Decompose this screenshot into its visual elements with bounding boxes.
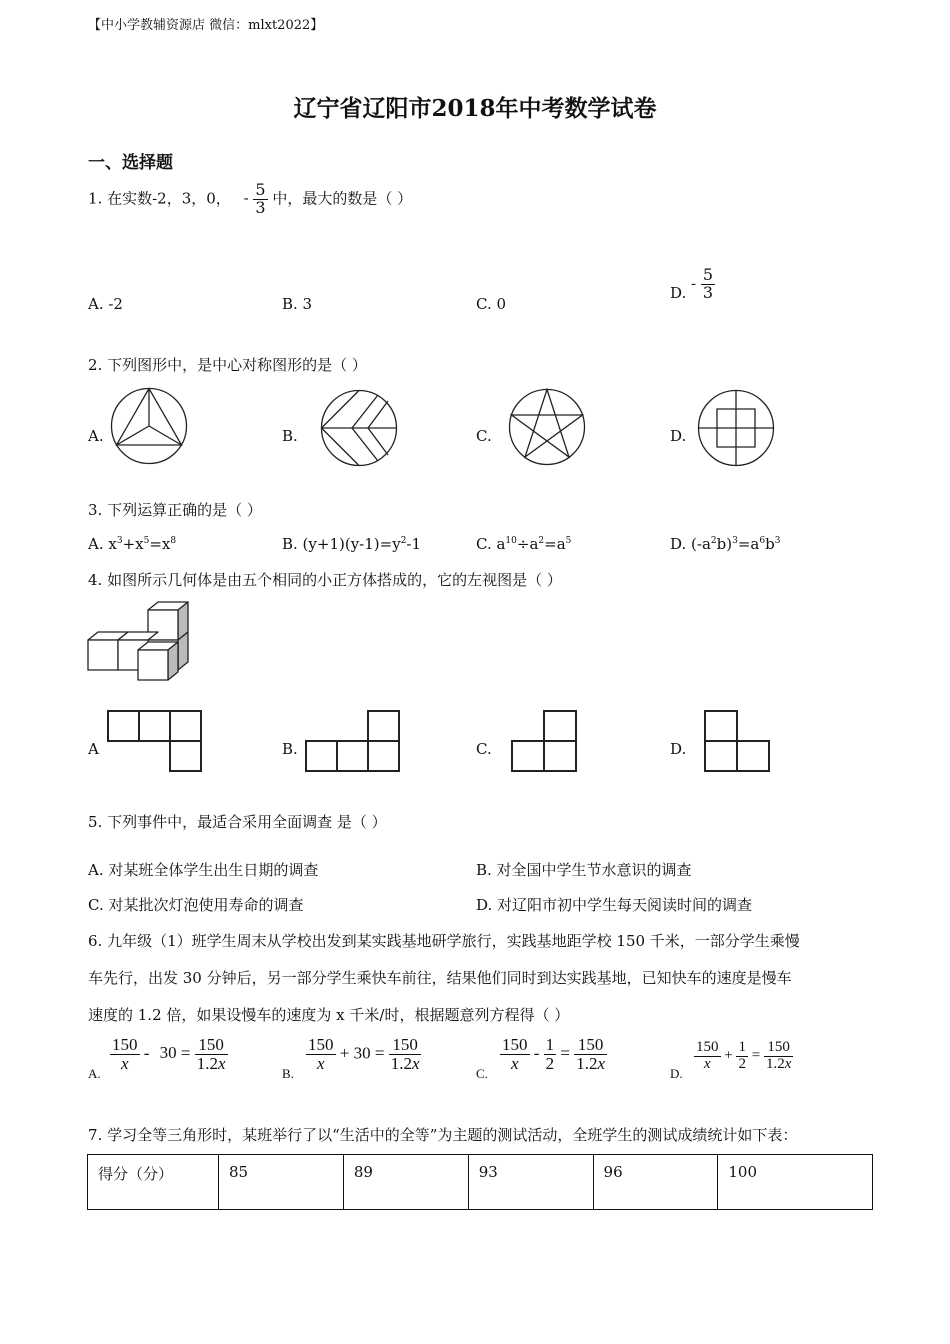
q3-option-d	[670, 535, 780, 553]
eq-num: 1	[545, 1035, 555, 1054]
q2-figure-a	[110, 387, 188, 465]
q5-option-b: B. 对全国中学生节水意识的调查	[476, 861, 692, 879]
q1-option-c: C. 0	[476, 295, 507, 313]
eq-coef: 1.2	[576, 1053, 598, 1073]
q3d-part: D. (-a	[670, 535, 711, 553]
eq-const: 30	[159, 1043, 177, 1063]
table-cell: 85	[219, 1155, 344, 1210]
q6-label-a: A.	[88, 1066, 101, 1081]
q5-option-d: D. 对辽阳市初中学生每天阅读时间的调查	[476, 896, 753, 914]
eq-coef: 1.2	[765, 1055, 785, 1072]
q1-frac-num: 5	[255, 180, 266, 199]
table-row	[88, 1155, 873, 1210]
eq-num: 150	[392, 1035, 418, 1054]
eq-op: -	[533, 1043, 540, 1063]
table-cell: 96	[593, 1155, 718, 1210]
q1-stem-before: 1. 在实数-2，3，0，	[88, 189, 231, 208]
q6-equation-b	[306, 1036, 421, 1073]
eq-den: 2	[738, 1055, 746, 1072]
q4-view-c	[511, 710, 577, 772]
q4-solid-figure	[86, 600, 192, 684]
table-cell: 93	[468, 1155, 593, 1210]
q3a-exp: 5	[143, 536, 150, 546]
page-header: 【中小学教辅资源店 微信：mlxt2022】	[88, 18, 324, 33]
eq-op: =	[180, 1043, 191, 1063]
q2-figure-c	[508, 388, 586, 466]
q3c-part: C. a	[476, 535, 506, 553]
eq-op: =	[374, 1043, 385, 1063]
q1-option-d-fraction	[701, 267, 715, 302]
eq-num: 150	[198, 1035, 224, 1054]
eq-op: -	[143, 1043, 150, 1063]
q4-label-b: B.	[282, 740, 298, 758]
eq-var: x	[218, 1053, 226, 1073]
question-6-line-2: 车先行，出发 30 分钟后，另一部分学生乘快车前往，结果他们同时到达实践基地，已知快车的速度是慢车	[88, 969, 792, 987]
eq-var: x	[411, 1053, 420, 1073]
eq-var: x	[784, 1055, 792, 1072]
q3c-exp: 5	[565, 536, 572, 546]
eq-op: +	[724, 1047, 733, 1064]
eq-num: 150	[112, 1035, 138, 1054]
q4-view-d	[704, 710, 770, 772]
eq-coef: 1.2	[390, 1053, 412, 1073]
q5-option-c: C. 对某批次灯泡使用寿命的调查	[88, 896, 304, 914]
eq-op: +	[339, 1043, 350, 1063]
table-cell: 得分（分）	[88, 1155, 219, 1210]
q1-frac-sign: -	[243, 189, 249, 208]
q3d-part: =a	[737, 535, 760, 553]
q1-option-d-sign: -	[691, 274, 697, 293]
q3-option-c	[476, 535, 571, 553]
question-6-line-3: 速度的 1.2 倍，如果设慢车的速度为 x 千米/时，根据题意列方程得（ ）	[88, 1006, 570, 1024]
q1-stem-after: 中，最大的数是（ ）	[272, 189, 413, 208]
q3d-part: b)	[716, 535, 733, 553]
q3b-part: -1	[406, 535, 422, 553]
table-cell: 100	[718, 1155, 873, 1210]
question-6-line-1: 6. 九年级（1）班学生周末从学校出发到某实践基地研学旅行，实践基地距学校 150 千米，一部分学生乘慢	[88, 932, 800, 950]
q3a-part: +x	[122, 535, 144, 553]
eq-num: 150	[696, 1039, 719, 1055]
q2-figure-b	[320, 389, 398, 467]
q1-d-num: 5	[702, 265, 714, 284]
question-4-stem: 4. 如图所示几何体是由五个相同的小正方体搭成的，它的左视图是（ ）	[88, 571, 562, 589]
q6-equation-d	[694, 1040, 793, 1073]
q3-option-a	[88, 535, 176, 553]
section-heading: 一、选择题	[88, 153, 173, 173]
q6-label-b: B.	[282, 1066, 294, 1081]
eq-var: x	[120, 1053, 129, 1073]
question-2-stem: 2. 下列图形中，是中心对称图形的是（ ）	[88, 356, 367, 374]
q4-view-a	[107, 710, 203, 772]
q3d-part: b	[765, 535, 775, 553]
q6-label-c: C.	[476, 1066, 488, 1081]
q2-label-a: A.	[88, 427, 104, 445]
eq-den: 2	[545, 1053, 555, 1073]
q2-label-b: B.	[282, 427, 298, 445]
q2-label-c: C.	[476, 427, 492, 445]
table-cell: 89	[343, 1155, 468, 1210]
q6-equation-a	[110, 1036, 228, 1073]
q1-fraction	[253, 182, 267, 217]
q3d-exp: 3	[774, 536, 781, 546]
q1-option-d-label: D.	[670, 284, 687, 303]
eq-var: x	[316, 1053, 325, 1073]
question-1-stem	[88, 182, 412, 217]
q2-figure-d	[697, 389, 775, 467]
eq-num: 150	[308, 1035, 334, 1054]
eq-var: x	[510, 1053, 519, 1073]
q3a-part: A. x	[88, 535, 117, 553]
q4-label-c: C.	[476, 740, 492, 758]
q3a-part: =x	[149, 535, 171, 553]
q3a-exp: 8	[170, 536, 177, 546]
q3c-exp: 2	[538, 536, 545, 546]
q4-label-d: D.	[670, 740, 687, 758]
eq-coef: 1.2	[196, 1053, 219, 1073]
q3c-part: =a	[544, 535, 566, 553]
question-5-stem: 5. 下列事件中，最适合采用全面调查 是（ ）	[88, 813, 387, 831]
q5-option-a: A. 对某班全体学生出生日期的调查	[88, 861, 319, 879]
q6-equation-c	[500, 1036, 607, 1073]
eq-num: 150	[577, 1035, 604, 1054]
q3d-exp: 3	[732, 536, 738, 546]
eq-num: 150	[502, 1035, 528, 1054]
q6-label-d: D.	[670, 1066, 683, 1081]
eq-op: =	[560, 1043, 571, 1063]
q1-option-d	[670, 267, 715, 302]
eq-const: 30	[353, 1043, 371, 1063]
q1-d-den: 3	[702, 282, 714, 302]
eq-num: 1	[738, 1039, 746, 1055]
question-7-stem: 7. 学习全等三角形时，某班举行了以“生活中的全等”为主题的测试活动，全班学生的测试成绩统计如下表：	[88, 1126, 798, 1144]
q4-label-a: A	[88, 740, 99, 758]
q1-option-b: B. 3	[282, 295, 313, 313]
q3d-exp: 6	[759, 536, 766, 546]
q4-view-b	[305, 710, 401, 772]
q3b-part: B. (y+1)(y-1)=y	[282, 535, 401, 553]
eq-var: x	[703, 1055, 711, 1072]
q1-option-a: A. -2	[88, 295, 123, 313]
eq-op: =	[751, 1047, 761, 1064]
q3b-exp: 2	[400, 536, 407, 546]
eq-var: x	[597, 1053, 606, 1073]
question-3-stem: 3. 下列运算正确的是（ ）	[88, 501, 262, 519]
q3-option-b	[282, 535, 421, 553]
q3a-exp: 3	[116, 536, 123, 546]
q3c-exp: 10	[505, 536, 517, 546]
page-title: 辽宁省辽阳市2018年中考数学试卷	[293, 95, 657, 122]
eq-num: 150	[767, 1039, 790, 1055]
q2-label-d: D.	[670, 427, 687, 445]
q3c-part: ÷a	[516, 535, 539, 553]
q1-frac-den: 3	[255, 197, 266, 217]
score-table	[87, 1154, 873, 1210]
q3d-exp: 2	[710, 536, 717, 546]
